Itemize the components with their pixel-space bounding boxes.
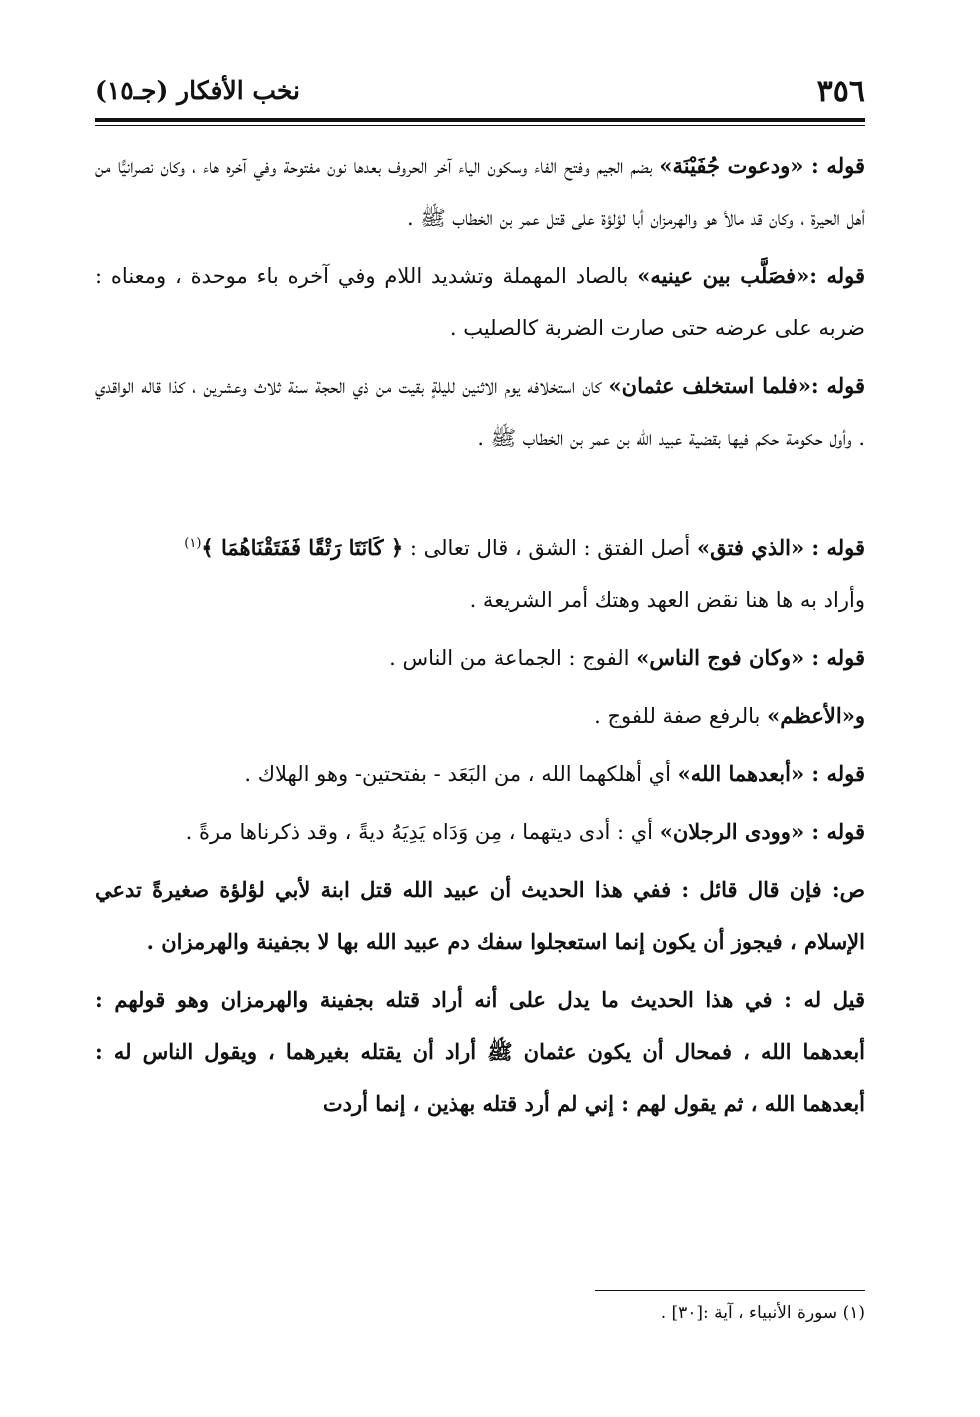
header-rule-thin	[95, 125, 865, 126]
footnote-reference: (١)	[184, 536, 202, 551]
paragraph-text: الفوج : الجماعة من الناس .	[389, 646, 637, 670]
paragraph-lead: و«الأعظم»	[767, 703, 865, 728]
page-number: ٣٥٦	[816, 74, 865, 109]
paragraph-text: بالصاد المهملة وتشديد اللام وفي آخره باء موحدة ، ومعناه : ضربه على عرضه حتى صارت الضربة كالصليب .	[95, 264, 865, 340]
page-body	[95, 140, 865, 1136]
paragraph-lead: قوله :«فصَلَّب بين عينيه»	[637, 263, 865, 288]
paragraph-uthman	[95, 360, 865, 464]
paragraph-text: بالرفع صفة للفوج .	[594, 704, 768, 728]
paragraph-objection	[95, 864, 865, 968]
paragraph-text: أي أهلكهما الله ، من البَعَد - بفتحتين- وهو الهلاك .	[244, 762, 678, 786]
paragraph-lead: قوله : «ودعوت جُفَيْنَة»	[659, 153, 865, 178]
footnote: (١) سورة الأنبياء ، آية :[٣٠] .	[660, 1303, 865, 1323]
paragraph-lead: قوله : «وكان فوج الناس»	[636, 645, 865, 670]
book-title: نخب الأفكار (جـ١٥)	[95, 76, 301, 105]
paragraph-continuation: وأراد به ها هنا نقض العهد وهتك أمر الشريعة .	[469, 588, 865, 612]
quran-verse: ﴿ كَانَتَا رَتْقًا فَفَتَقْنَاهُمَا ﴾	[201, 535, 404, 560]
paragraph-fawj	[95, 632, 865, 684]
paragraph-lead: قوله : «وودى الرجلان»	[659, 819, 865, 844]
paragraph-fataq	[95, 470, 865, 626]
paragraph-wada	[95, 806, 865, 858]
paragraph-text: بضم الجيم وفتح الفاء وسكون الياء آخر الحروف بعدها نون مفتوحة وفي آخره هاء ، وكان نصرانيًّا من أهل الحيرة ، وكان قد مالأ هو والهرمزان أبا لؤلؤة على قتل عمر بن الخطاب ﷺ .	[95, 154, 865, 230]
paragraph-text: كان استخلافه يوم الاثنين لليلةٍ بقيت من ذي الحجة سنة ثلاث وعشرين ، كذا قاله الواقدي . وأول حكومة حكم فيها بقضية عبيد الله بن عمر بن الخطاب ﷺ .	[95, 374, 865, 450]
paragraph-text: أي : أدى ديتهما ، مِن وَدَاه يَدِيَهُ ديةً ، وقد ذكرناها مرةً .	[185, 820, 660, 844]
paragraph-aazam	[95, 690, 865, 742]
paragraph-text: ص: فإن قال قائل : ففي هذا الحديث أن عبيد الله قتل ابنة لأبي لؤلؤة صغيرةً تدعي الإسلام ، فيجوز أن يكون إنما استعجلوا سفك دم عبيد الله بها لا بجفينة والهرمزان .	[95, 877, 865, 954]
footnote-rule	[595, 1290, 865, 1291]
header-rule-thick	[95, 118, 865, 122]
paragraph-lead: قوله : «أبعدهما الله»	[677, 761, 865, 786]
paragraph-jufaina	[95, 140, 865, 244]
paragraph-lead: قوله : «الذي فتق»	[696, 535, 865, 560]
page-header	[95, 70, 865, 114]
paragraph-text: قيل له : في هذا الحديث ما يدل على أنه أراد قتله بجفينة والهرمزان وهو قولهم : أبعدهما الله ، فمحال أن يكون عثمان ﷺ أراد أن يقتله بغيرهما ، ويقول الناس له : أبعدهما الله ، ثم يقول لهم : إني لم أرد قتله بهذين ، إنما أردت	[95, 987, 865, 1116]
paragraph-text: أصل الفتق : الشق ، قال تعالى :	[403, 536, 697, 560]
paragraph-sallaba	[95, 250, 865, 354]
paragraph-lead: قوله :«فلما استخلف عثمان»	[608, 373, 865, 398]
paragraph-abadahuma	[95, 748, 865, 800]
paragraph-reply	[95, 974, 865, 1130]
